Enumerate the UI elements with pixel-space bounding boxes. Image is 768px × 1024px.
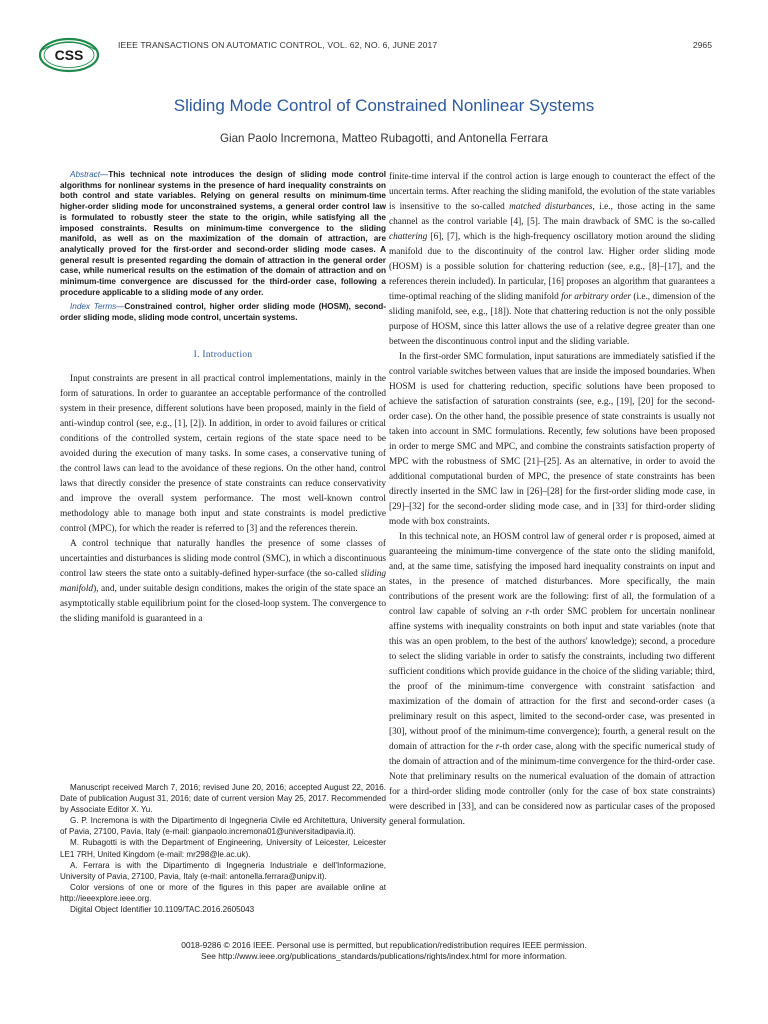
abstract-lead: Abstract—	[70, 170, 109, 179]
footnote-color-versions: Color versions of one or more of the figures in this paper are available online at http://ieeexplore.ieee.org.	[60, 882, 386, 903]
footnote-author-ferrara: A. Ferrara is with the Dipartimento di Ingegneria Industriale e dell'Informazione, University of Pavia, 27100, Pavia, Italy (e-mail: antonella.ferrara@unipv.it).	[60, 860, 386, 881]
emphasis-text: for arbitrary order	[561, 292, 632, 302]
footnote-doi: Digital Object Identifier 10.1109/TAC.2016.2605043	[70, 905, 255, 915]
footnote-author-rubagotti: M. Rubagotti is with the Department of Engineering, University of Leicester, Leicester LE1 7RH, United Kingdom (e-mail: mr298@le.ac.uk).	[60, 838, 386, 859]
emphasis-text: chattering	[389, 232, 428, 242]
right-paragraph-2: In the first-order SMC formulation, input saturations are immediately satisfied if the control variable switches between values that are inside the imposed boundaries. When HOSM is used for chattering reduction, specific solutions have been proposed to achieve the satisfaction of saturation constraints (see, e.g., [19], [20] for the second-order case). On the other hand, the possible presence of state constraints is usually not taken into account in SMC formulations. Recently, few solutions have been proposed in order to merge SMC and MPC, and combine the constraints satisfaction property of MPC with the robustness of SMC [21]–[25]. As an alternative, in order to avoid the additional computational burden of MPC, the presence of state constraints has been directly inserted in the SMC law in [26]–[28] for the first-order sliding mode case, in [29]–[32] for the second-order sliding mode case, and in [33] for third-order sliding mode with box constraints.	[389, 352, 715, 527]
abstract	[60, 170, 386, 298]
copyright-line-2: See http://www.ieee.org/publications_standards/publications/rights/index.html for more information.	[201, 951, 567, 961]
abstract-text: This technical note introduces the design of sliding mode control algorithms for nonlinear systems in the presence of hard inequality constraints on both control and state variables. Relying on general results on minimum-time higher-order sliding mode for unconstrained systems, a general order control law is formulated to robustly steer the state to the origin, while satisfying all the imposed constraints. Results on minimum-time convergence to the sliding manifold, as well as on the maximization of the domain of attraction, are analytically proved for the first-order and second-order sliding mode cases. A general result is presented regarding the domain of attraction in the general order case, while numerical results on the estimation of the domain of attraction and on minimum-time convergence are discussed for the third-order case, following a procedure applicable to a sliding mode of any order.	[60, 170, 386, 297]
section-number: I.	[193, 349, 200, 360]
index-terms-lead: Index Terms—	[70, 302, 125, 312]
text-run: is proposed, aimed at guaranteeing the minimum-time convergence of the state onto the sliding manifold, and, at the same time, satisfying the imposed hard inequality constraints on input and states, in the presence of matched disturbances. More specifically, the main contributions of the present work are the following: first of all, the formulation of a control law capable of solving an	[389, 532, 715, 617]
copyright-notice	[0, 940, 768, 962]
text-run: [6], [7], which is the high-frequency oscillatory motion around the sliding manifold due to the discontinuity of the control law. Higher order sliding mode (HOSM) is a possible solution for chattering reduction (see, e.g., [8]–[17], and the references therein included). In particular, [16] proposes an algorithm that guarantees a time-optimal reaching of the sliding manifold	[389, 232, 715, 302]
footnote-block	[60, 782, 386, 915]
logo-text: CSS	[54, 47, 84, 63]
author-list: Gian Paolo Incremona, Matteo Rubagotti, and Antonella Ferrara	[219, 132, 549, 145]
text-run: , i.e., those acting in the same channel as the control variable [4], [5]. The main drawback of SMC is the so-called	[389, 202, 715, 227]
text-run: ), and, under suitable design conditions, makes the origin of the state space an asymptotically stable equilibrium point for the closed-loop system. The convergence to the sliding manifold is guaranteed in a	[60, 583, 386, 624]
page-number: 2965	[692, 40, 712, 50]
running-head: IEEE TRANSACTIONS ON AUTOMATIC CONTROL, VOL. 62, NO. 6, JUNE 2017	[118, 40, 438, 50]
copyright-line-1: 0018-9286 © 2016 IEEE. Personal use is permitted, but republication/redistribution requires IEEE permission.	[181, 940, 587, 950]
index-terms-text: Constrained control, higher order sliding mode (HOSM), second-order sliding mode, sliding mode control, uncertain systems.	[60, 302, 386, 323]
section-name: Introduction	[202, 349, 253, 360]
css-society-logo-icon	[38, 36, 100, 74]
text-run: (i.e., dimension of the sliding manifold, see, e.g., [18]). Note that chattering reduction is not the only possible purpose of HOSM, since this latter allows the use of a relative degree greater than one between the discontinuous control input and the sliding variable.	[389, 292, 716, 347]
right-column	[389, 170, 715, 830]
index-terms	[60, 302, 386, 323]
text-run: -th order SMC problem for uncertain nonlinear affine systems with inequality constraints on both input and state variables (note that this was an open problem, to the best of the authors' knowledge); second, a procedure to select the sliding variable in order to satisfy the constraints, including two different sufficient conditions which provide guidance in the choice of the sliding variable; third, the proof of the minimum-time convergence with constraint satisfaction and maximization of the domain of attraction for the first and second-order cases (a preliminary result on this aspect, limited to the second-order case, was presented in [30], without proof of the minimum-time convergence); fourth, a general result on the domain of attraction for the	[389, 607, 715, 752]
paper-title: Sliding Mode Control of Constrained Nonlinear Systems	[173, 96, 595, 115]
text-run: finite-time interval if the control action is large enough to counteract the effect of the uncertain terms. After reaching the sliding manifold, the evolution of the state variables is insensitive to the so-called	[389, 172, 715, 212]
text-run: -th order case, along with the specific numerical study of the domain of attraction and of the minimum-time convergence for the third-order case. Note that preliminary results on the numerical evaluation of the domain of attraction for a third-order sliding mode controller (only for the case of box state constraints) were described in [33], and can be considered now as particular cases of the proposed general formulation.	[389, 742, 715, 827]
emphasis-text: r	[495, 742, 500, 752]
emphasis-text: sliding manifold	[60, 568, 386, 594]
text-run: In this technical note, an HOSM control law of general order	[399, 532, 630, 542]
right-paragraph-1	[389, 170, 715, 350]
left-column	[60, 170, 386, 627]
text-run: A control technique that naturally handles the presence of some classes of uncertainties and disturbances is sliding mode control (SMC), in which a discontinuous control law steers the state onto a suitably-defined hyper-surface (the so-called	[60, 538, 386, 579]
intro-paragraph-1: Input constraints are present in all practical control implementations, mainly in the form of saturations. In order to guarantee an acceptable performance of the controlled system in their presence, different solutions have been proposed, mainly in the field of anti-windup control (see, e.g., [1], [2]). In addition, in order to avoid failures or critical conditions of the controlled system, certain regions of the state space need to be avoided during the execution of many tasks. In some cases, a conservative tuning of the control laws can lead to the avoidance of these regions. On the other hand, control laws that directly consider the presence of state constraints can reduce conservativity and improve the overall system performance. The most well-known control methodology able to manage both input and state constraints is model predictive control (MPC), for which the reader is referred to [3] and the references therein.	[60, 373, 386, 534]
intro-paragraph-2	[60, 537, 386, 627]
footnote-author-incremona: G. P. Incremona is with the Dipartimento di Ingegneria Civile ed Architettura, University of Pavia, 27100, Pavia, Italy (e-mail: gianpaolo.incremona01@universitadipavia.it).	[60, 816, 386, 837]
section-heading-introduction	[60, 350, 386, 360]
right-paragraph-3	[389, 530, 715, 830]
footnote-manuscript: Manuscript received March 7, 2016; revised June 20, 2016; accepted August 22, 2016. Date of publication August 31, 2016; date of current version May 25, 2017. Recommended by Associate Editor X. Yu.	[60, 783, 386, 815]
emphasis-text: r	[629, 532, 634, 542]
emphasis-text: matched disturbances	[509, 202, 593, 212]
emphasis-text: r	[525, 607, 530, 617]
